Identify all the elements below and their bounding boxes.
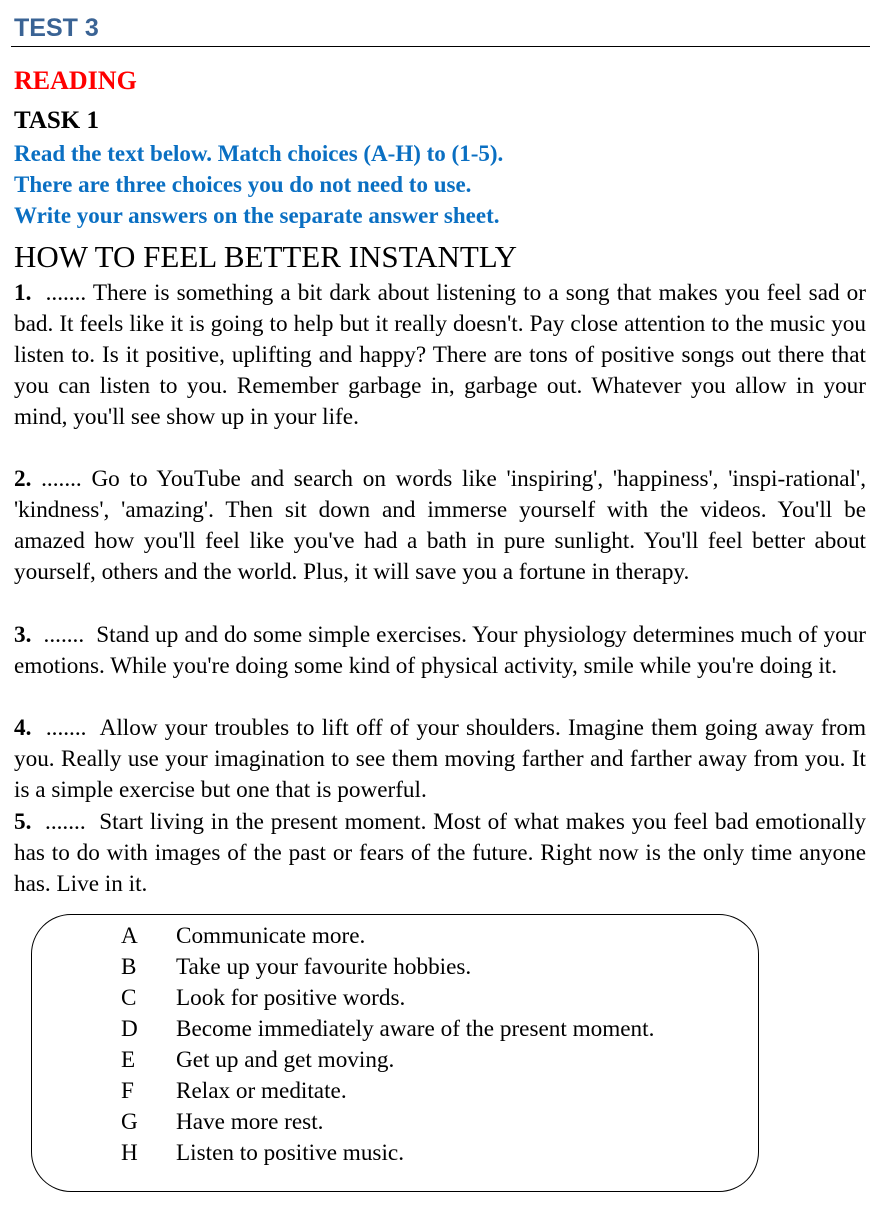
task-label: TASK 1: [14, 107, 99, 134]
choice-text: Communicate more.: [176, 923, 366, 949]
choice-item: [121, 952, 471, 983]
paragraph-3: [14, 620, 866, 682]
choice-text: Become immediately aware of the present moment.: [176, 1016, 655, 1042]
paragraph-text: Go to YouTube and search on words like 'inspiring', 'happiness', 'inspi-rational', 'kindness', 'amazing'. Then sit down and immerse yourself with the videos. You'll be amazed how you'll feel like you've had a bath in pure sunlight. You'll feel better about yourself, others and the world. Plus, it will save you a fortune in therapy.: [14, 466, 866, 585]
choice-letter: A: [121, 923, 138, 949]
paragraph-text: Allow your troubles to lift off of your shoulders. Imagine them going away from you. Really use your imagination to see them moving farther and farther away from you. It is a simple exercise but one that is powerful.: [14, 715, 866, 803]
instruction-line: Read the text below. Match choices (A-H) to (1-5).: [14, 141, 504, 166]
choice-text: Take up your favourite hobbies.: [176, 954, 472, 980]
choice-text: Listen to positive music.: [176, 1140, 404, 1166]
paragraph-text: Stand up and do some simple exercises. Your physiology determines much of your emotions. While you're doing some kind of physical activity, smile while you're doing it.: [14, 622, 867, 679]
answer-blank: .......: [45, 280, 87, 306]
answer-blank: .......: [43, 622, 85, 648]
choice-letter: H: [121, 1140, 138, 1166]
answer-blank: .......: [45, 715, 87, 741]
answer-blank: .......: [41, 466, 82, 492]
answer-blank: .......: [45, 809, 86, 835]
header-divider: [11, 46, 870, 47]
paragraph-number: 2.: [14, 466, 32, 492]
choice-letter: G: [121, 1109, 138, 1135]
choice-letter: E: [121, 1047, 136, 1073]
choice-item: [121, 1014, 654, 1045]
choice-item: [121, 983, 405, 1014]
test-title: TEST 3: [14, 14, 99, 42]
choice-letter: D: [121, 1016, 138, 1042]
choice-item: [121, 1045, 394, 1076]
choice-text: Have more rest.: [176, 1109, 324, 1135]
paragraph-number: 4.: [14, 715, 32, 741]
choice-text: Relax or meditate.: [176, 1078, 347, 1104]
choice-item: [121, 1138, 404, 1169]
paragraph-text: There is something a bit dark about listening to a song that makes you feel sad or bad. It feels like it is going to help but it really doesn't. Pay close attention to the music you listen to. Is it positive, uplifting and happy? There are tons of positive songs out there that you can listen to you. Remember garbage in, garbage out. Whatever you allow in your mind, you'll see show up in your life.: [14, 280, 866, 430]
choice-letter: B: [121, 954, 137, 980]
choice-letter: C: [121, 985, 137, 1011]
paragraph-4: [14, 713, 866, 806]
choice-letter: F: [121, 1078, 134, 1104]
paragraph-1: [14, 278, 866, 433]
instruction-line: Write your answers on the separate answer sheet.: [14, 203, 500, 228]
paragraph-number: 1.: [14, 280, 32, 306]
article-title: HOW TO FEEL BETTER INSTANTLY: [14, 239, 518, 274]
choice-text: Look for positive words.: [176, 985, 406, 1011]
choice-item: [121, 921, 365, 952]
choice-text: Get up and get moving.: [176, 1047, 395, 1073]
paragraph-number: 3.: [14, 622, 32, 648]
paragraph-text: Start living in the present moment. Most of what makes you feel bad emotionally has to do with images of the past or fears of the future. Right now is the only time anyone has. Live in it.: [14, 809, 866, 897]
paragraph-number: 5.: [14, 809, 32, 835]
section-label: READING: [14, 66, 137, 95]
instruction-line: There are three choices you do not need to use.: [14, 172, 472, 197]
paragraph-5: [14, 807, 866, 900]
choice-item: [121, 1076, 347, 1107]
choice-item: [121, 1107, 323, 1138]
paragraph-2: [14, 464, 866, 588]
